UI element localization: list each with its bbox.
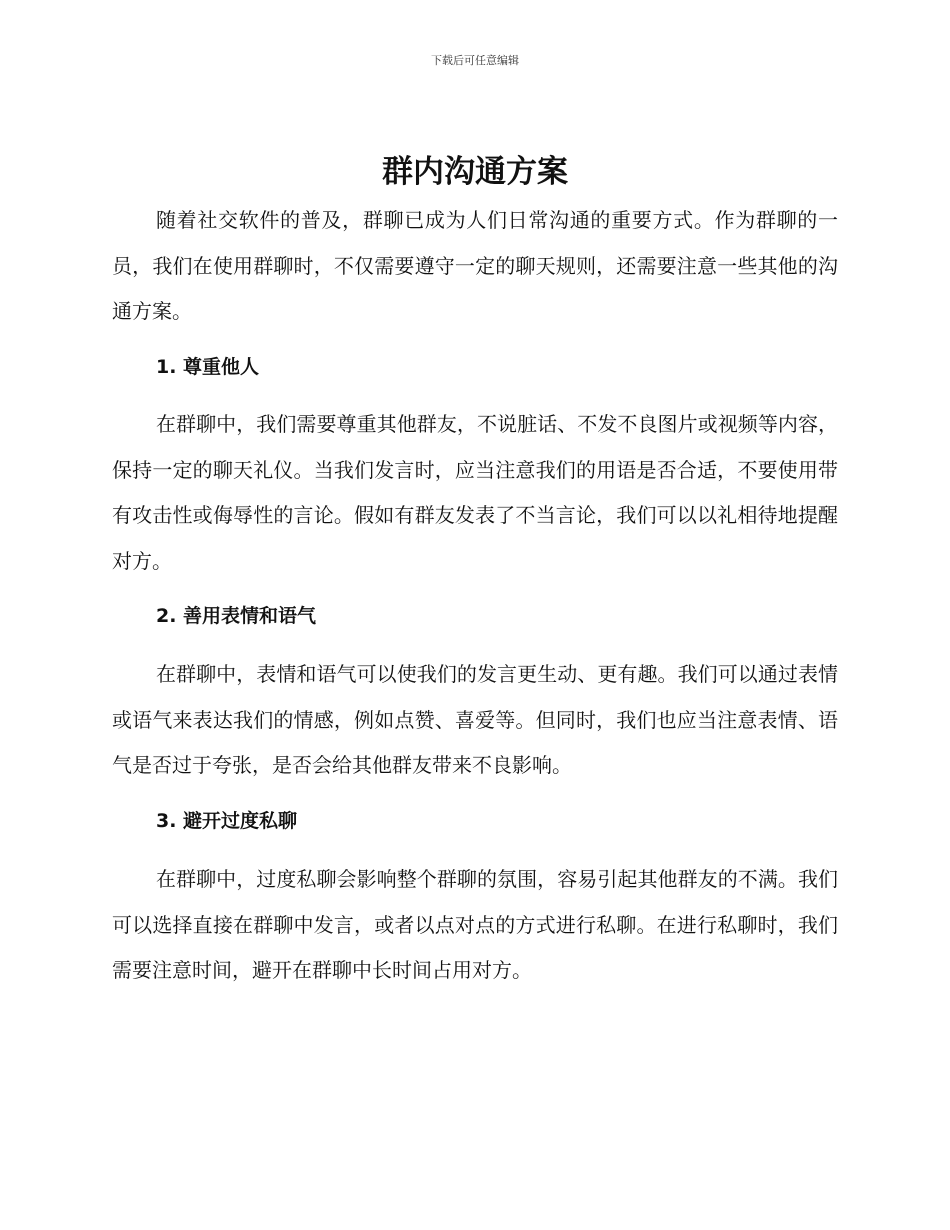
- section-heading-3: 3. 避开过度私聊: [156, 810, 298, 832]
- section-heading-2: 2. 善用表情和语气: [156, 605, 317, 627]
- section-body-3: 在群聊中，过度私聊会影响整个群聊的氛围，容易引起其他群友的不满。我们可以选择直接在群聊中发言，或者以点对点的方式进行私聊。在进行私聊时，我们需要注意时间，避开在群聊中长时间占用对方。: [112, 867, 838, 982]
- section-body-1: 在群聊中，我们需要尊重其他群友，不说脏话、不发不良图片或视频等内容，保持一定的聊天礼仪。当我们发言时，应当注意我们的用语是否合适，不要使用带有攻击性或侮辱性的言论。假如有群友发表了不当言论，我们可以以礼相待地提醒对方。: [112, 412, 838, 573]
- page-header: 下载后可任意编辑: [431, 54, 519, 67]
- section-body-2: 在群聊中，表情和语气可以使我们的发言更生动、更有趣。我们可以通过表情或语气来表达我们的情感，例如点赞、喜爱等。但同时，我们也应当注意表情、语气是否过于夸张，是否会给其他群友带来不良影响。: [112, 662, 838, 777]
- document-title: 群内沟通方案: [382, 154, 568, 190]
- section-heading-1: 1. 尊重他人: [156, 356, 260, 378]
- intro-paragraph: 随着社交软件的普及，群聊已成为人们日常沟通的重要方式。作为群聊的一员，我们在使用群聊时，不仅需要遵守一定的聊天规则，还需要注意一些其他的沟通方案。: [112, 208, 838, 323]
